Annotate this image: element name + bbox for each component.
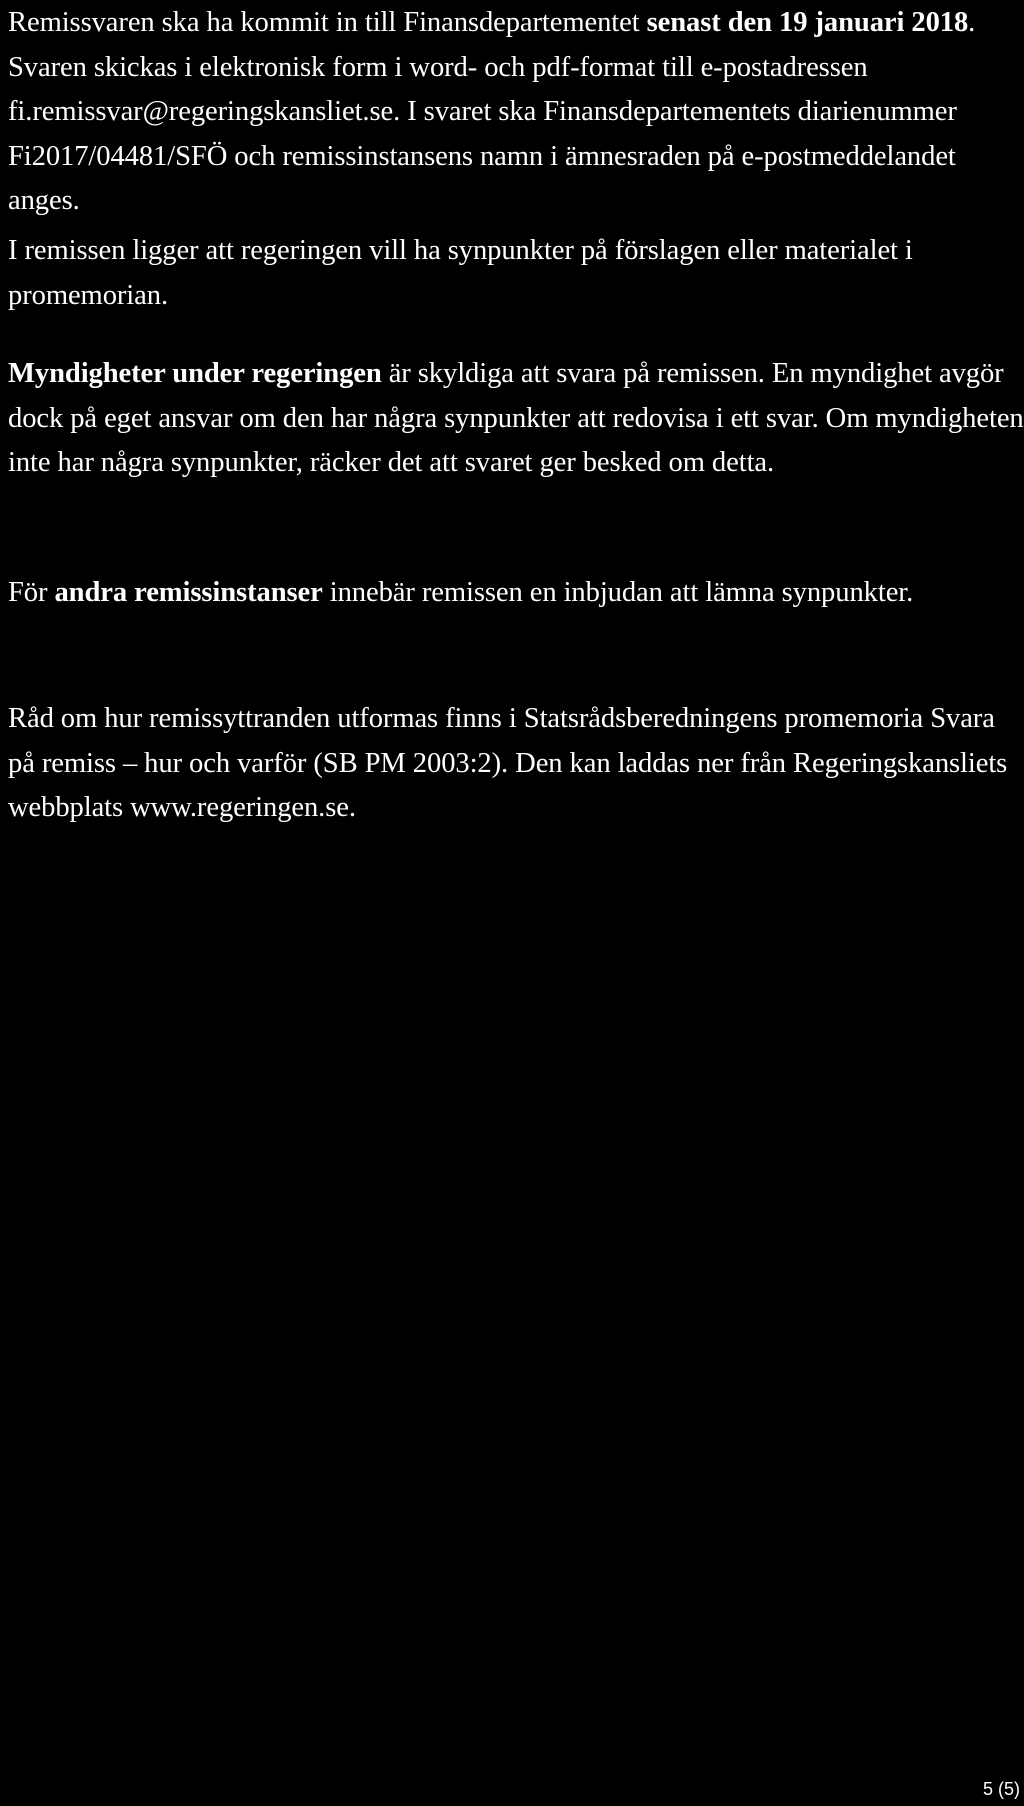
authorities-emphasis: Myndigheter under regeringen	[8, 358, 382, 389]
paragraph-guidance: Råd om hur remissyttranden utformas finns i Statsrådsberedningens promemoria Svara på remiss – hur och varför (SB PM 2003:2). Den kan laddas ner från Regeringskansliets webbplats www.regeringen.se.	[8, 703, 1008, 823]
paragraph-submission-instructions	[8, 1, 1018, 224]
p3-text-rest: är skyldiga att svara på remissen. En myndighet avgör dock på eget ansvar om den har några synpunkter att redovisa i ett svar. Om myndigheten inte har några synpunkter, räcker det att svaret ger besked om detta.	[8, 358, 1024, 478]
page-number: 5 (5)	[982, 1779, 1020, 1799]
other-bodies-emphasis: andra remissinstanser	[54, 577, 323, 608]
p4-text-after: innebär remissen en inbjudan att lämna synpunkter.	[322, 577, 914, 608]
paragraph-authorities-obligation	[8, 352, 1024, 486]
deadline-emphasis-part1: senast den 19	[646, 7, 808, 38]
paragraph-referral-purpose: I remissen ligger att regeringen vill ha synpunkter på förslagen eller materialet i promemorian.	[8, 235, 913, 311]
paragraph-other-bodies	[8, 571, 1018, 616]
p1-text-rest: . Svaren skickas i elektronisk form i word- och pdf-format till e-postadressen fi.remissvar@regeringskansliet.se. I svaret ska Finansdepartementets diarienummer Fi2017/04481/SFÖ och remissinstansens namn i ämnesraden på e-postmeddelandet anges.	[8, 7, 976, 216]
p4-text-before: För	[8, 577, 55, 608]
p1-text-start: Remissvaren ska ha kommit in till Finansdepartementet	[8, 7, 647, 38]
deadline-emphasis-part2: januari 2018	[814, 7, 969, 38]
